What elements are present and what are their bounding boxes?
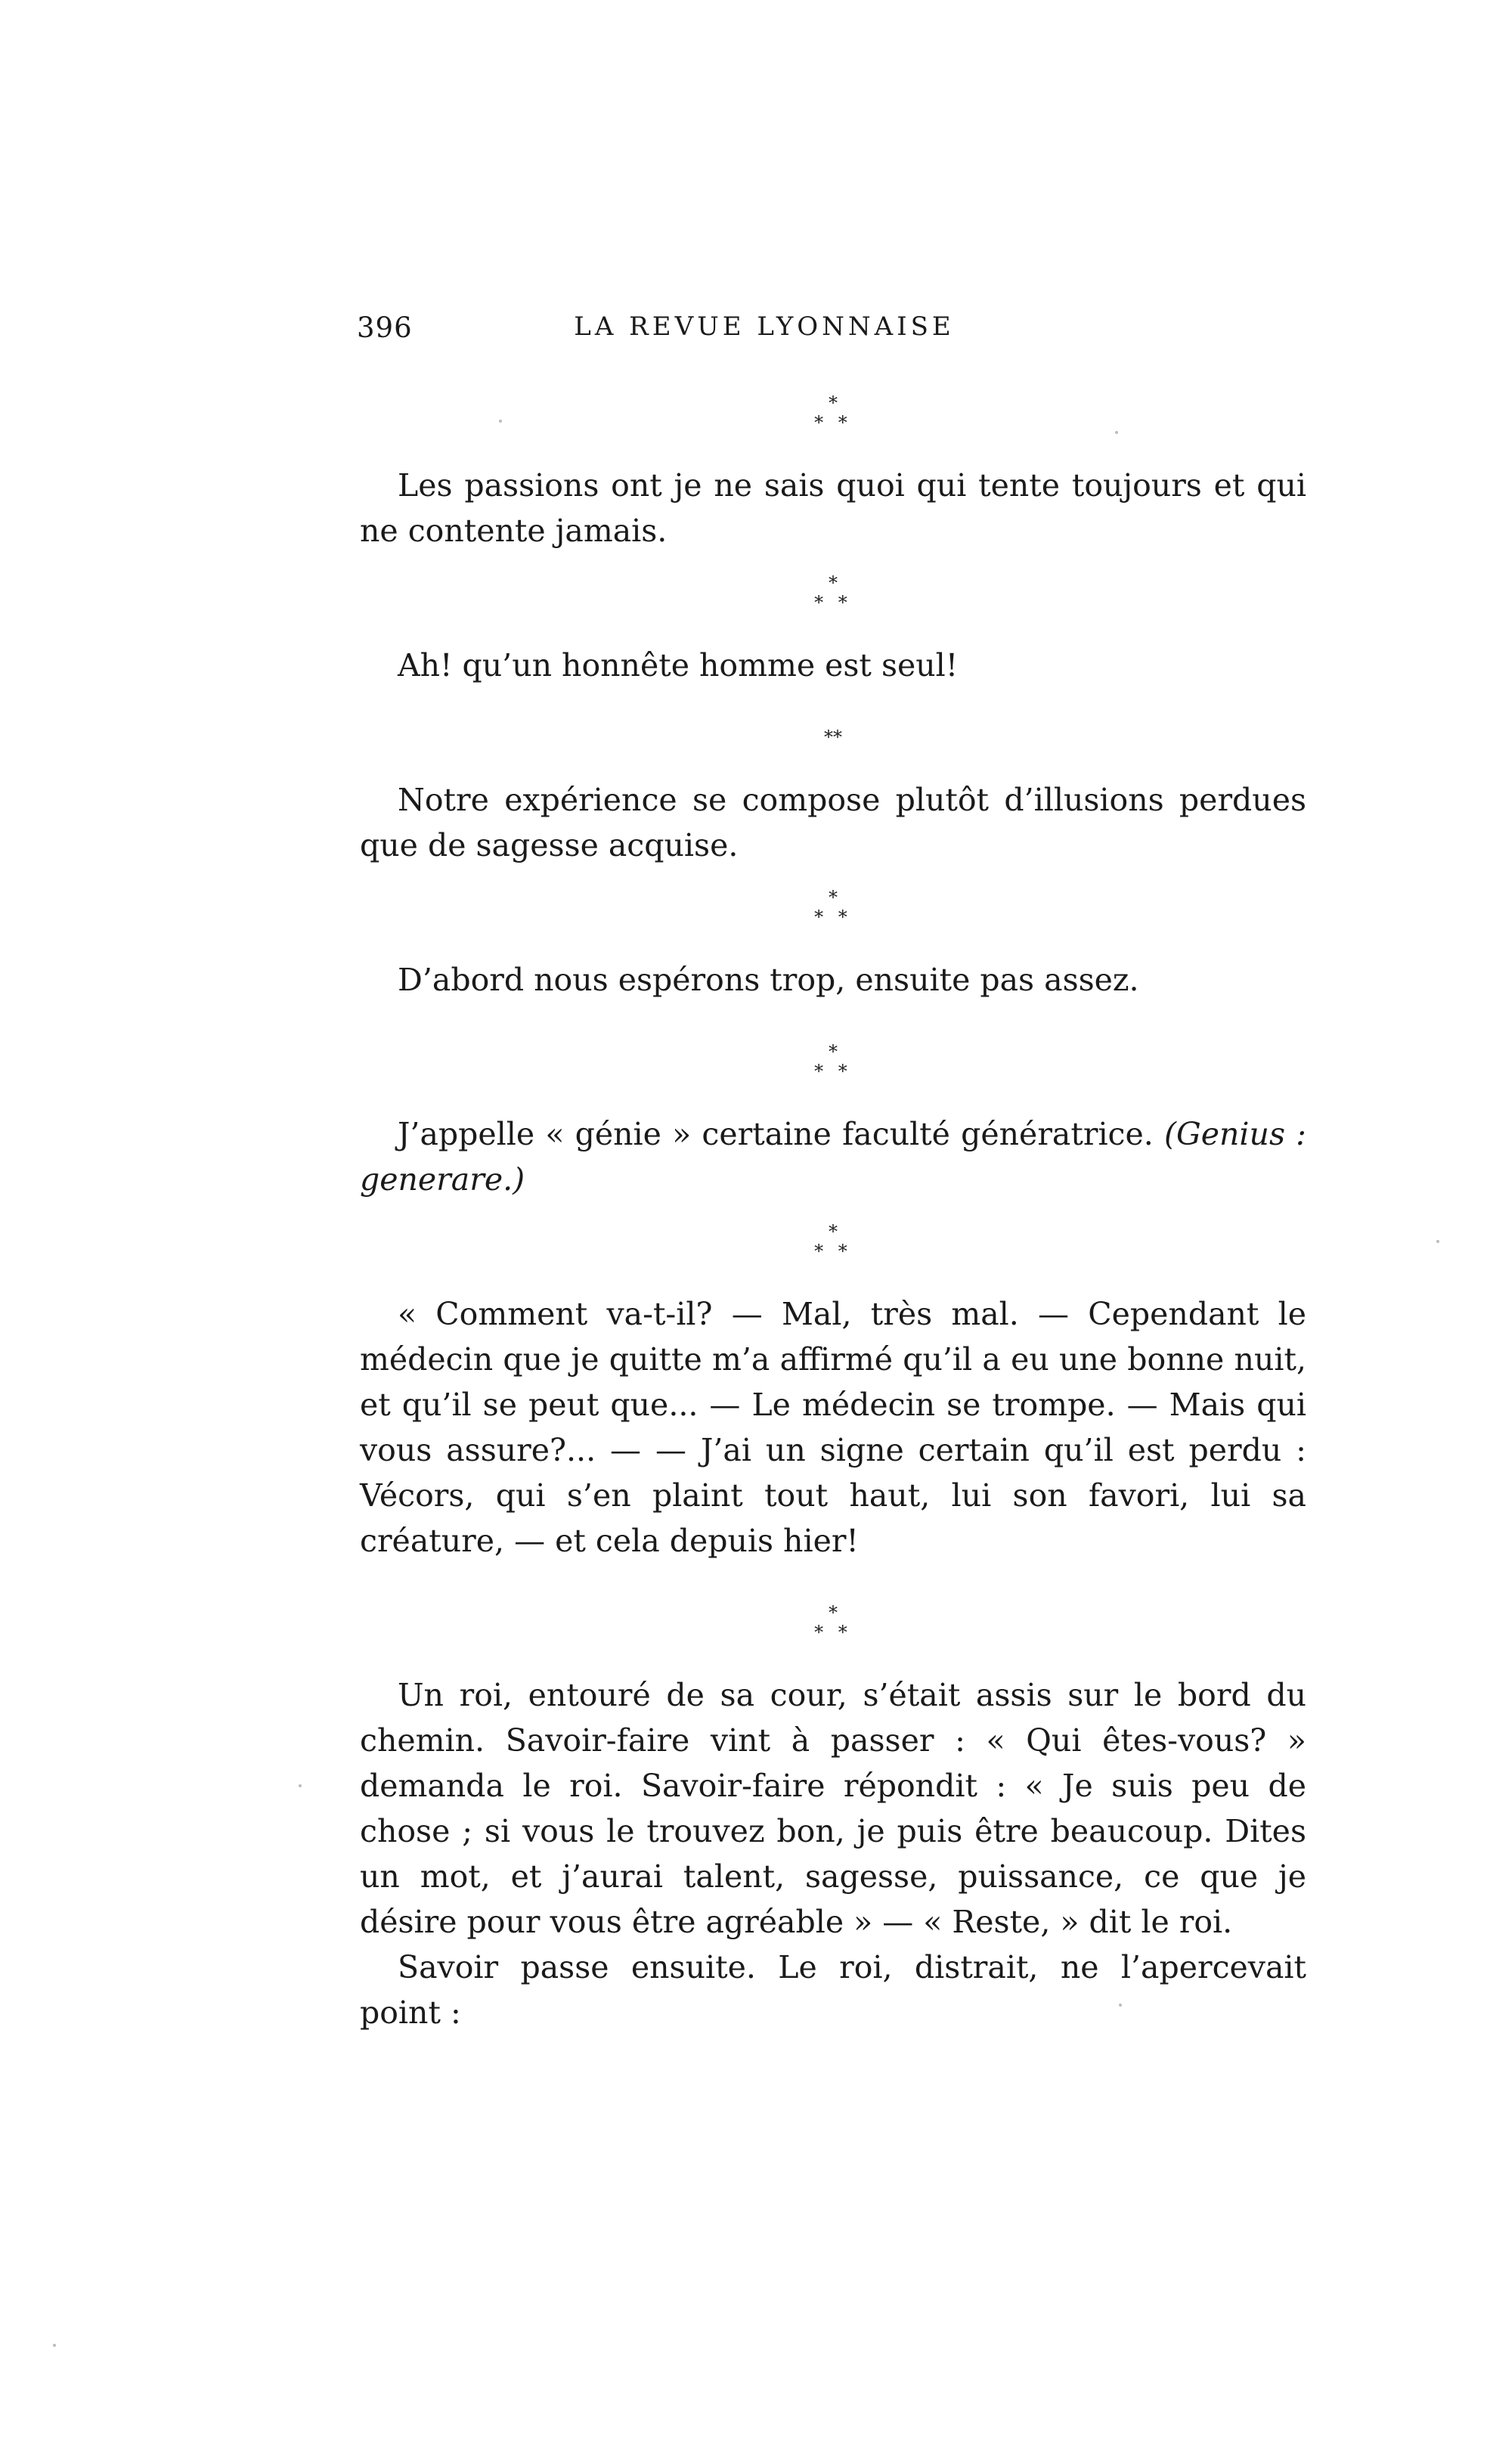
asterism-separator: * * * (814, 1041, 852, 1082)
paper-speck (1115, 431, 1118, 434)
page-header (357, 311, 1172, 357)
genie-etymology: (Genius : generare.) (360, 1116, 1306, 1198)
page-number: 396 (357, 311, 413, 344)
genie-text: J’appelle « génie » certaine faculté génératrice. (398, 1116, 1165, 1152)
paragraph-maxim-esperons: D’abord nous espérons trop, ensuite pas assez. (398, 962, 1139, 998)
asterism-separator: * * * (814, 572, 852, 613)
asterism-separator: * * * (814, 1602, 852, 1643)
paragraph-maxim-experience: Notre expérience se compose plutôt d’illusions perdues que de sagesse acquise. (360, 782, 1306, 863)
paper-speck (499, 420, 502, 423)
paragraph-maxim-genie (360, 1111, 1306, 1202)
asterism-separator: * * * (814, 1221, 852, 1262)
paragraph-dialogue-medecin: « Comment va-t-il? — Mal, très mal. — Cependant le médecin que je quitte m’a affirmé qu’il a eu une bonne nuit, et qu’il se peut que... — Le médecin se trompe. — Mais qui vous assure?... — — J’ai un signe certain qu’il est perdu : Vécors, qui s’en plaint tout haut, lui son favori, lui sa créature, — et cela depuis hier! (360, 1296, 1306, 1559)
asterism-separator: ** (824, 727, 842, 748)
paragraph-fable-roi: Un roi, entouré de sa cour, s’était assis sur le bord du chemin. Savoir-faire vint à passer : « Qui êtes-vous? » demanda le roi. Savoir-faire répondit : « Je suis peu de chose ; si vous le trouvez bon, je puis être beaucoup. Dites un mot, et j’aurai talent, sagesse, puissance, ce que je désire pour vous être agréable » — « Reste, » dit le roi. (360, 1677, 1306, 1940)
paragraph-maxim-honnete-homme: Ah! qu’un honnête homme est seul! (398, 647, 959, 683)
asterism-separator: * * * (814, 887, 852, 928)
paragraph-maxim-passions: Les passions ont je ne sais quoi qui tente toujours et qui ne contente jamais. (360, 467, 1306, 549)
running-title: LA REVUE LYONNAISE (574, 311, 955, 342)
body-text (360, 393, 1306, 2035)
paper-speck (1119, 2004, 1122, 2007)
paper-speck (299, 1784, 302, 1787)
paper-speck (53, 2344, 56, 2347)
asterism-separator: * * * (814, 392, 852, 433)
paragraph-fable-savoir: Savoir passe ensuite. Le roi, distrait, ne l’apercevait point : (360, 1949, 1306, 2031)
paper-speck (1436, 1240, 1439, 1243)
